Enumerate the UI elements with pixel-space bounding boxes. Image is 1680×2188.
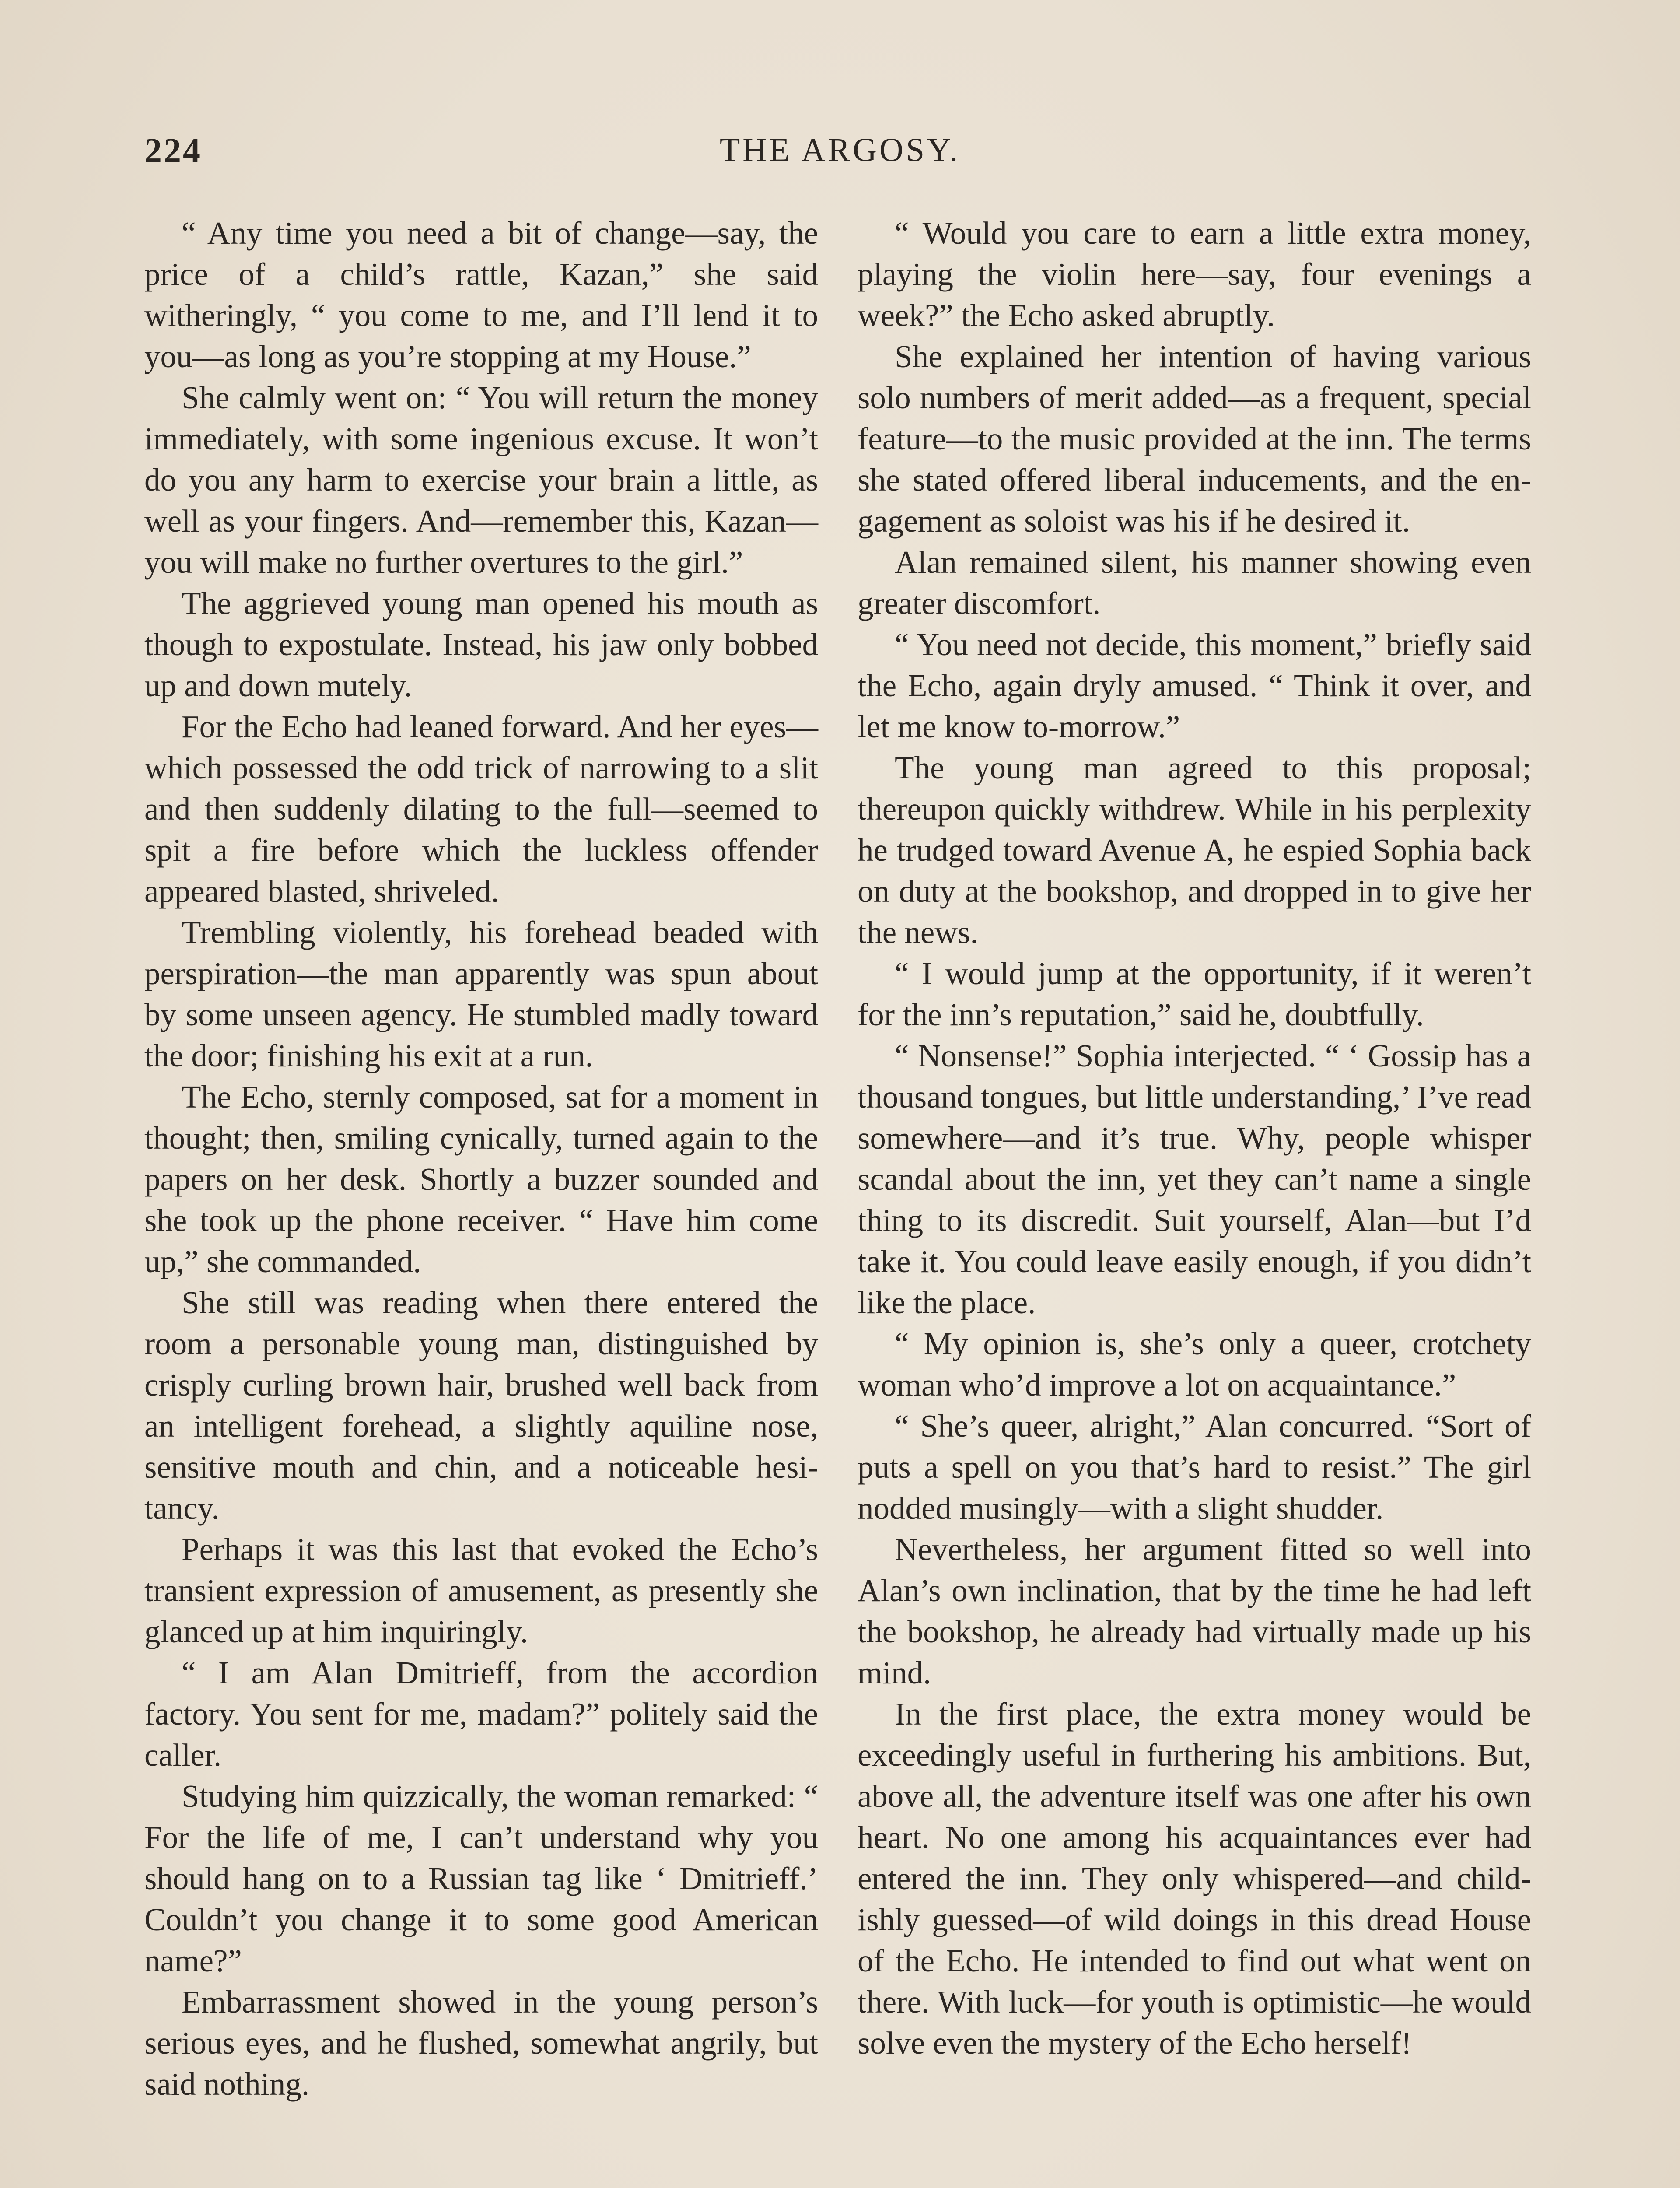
paragraph: The aggrieved young man opened his mouth as though to expostulate. Instead, his jaw only bobbed up and down mutely. bbox=[144, 586, 818, 703]
paragraph: Studying him quizzically, the woman remarked: “ For the life of me, I can’t understand why you should hang on to a Russian tag like ‘ Dmitrieff.’ Couldn’t you change it to some good American name?” bbox=[144, 1778, 818, 1978]
paragraph: She explained her intention of having various solo numbers of merit added—as a frequent, special feature—to the music provided at the inn. The terms she stated offered liberal inducements, and the engagement as soloist was his if he desired it. bbox=[858, 339, 1531, 539]
paragraph: Alan remained silent, his manner showing even greater discomfort. bbox=[858, 544, 1531, 621]
paragraph: In the first place, the extra money would be exceedingly useful in furthering his ambitions. But, above all, the adventure itself was one after his own heart. No one among his acquaintances ever had entered the inn. They only whispered—and childishly guessed—of wild doings in this dread House of the Echo. He intended to find out what went on there. With luck—for youth is optimistic—he would solve even the mystery of the Echo herself! bbox=[858, 1696, 1531, 2061]
paragraph: Nevertheless, her argument fitted so well into Alan’s own inclination, that by the time he had left the bookshop, he already had virtually made up his mind. bbox=[858, 1532, 1531, 1690]
right-column bbox=[858, 213, 1531, 2188]
paragraph: “ You need not decide, this moment,” briefly said the Echo, again dryly amused. “ Think it over, and let me know to-morrow.” bbox=[858, 627, 1531, 744]
paragraph: The Echo, sternly composed, sat for a moment in thought; then, smiling cynically, turned again to the papers on her desk. Shortly a buzzer sounded and she took up the phone receiver. “ Have him come up,” she commanded. bbox=[144, 1079, 818, 1279]
paragraph: “ I am Alan Dmitrieff, from the accordion factory. You sent for me, madam?” politely said the caller. bbox=[144, 1655, 818, 1773]
paragraph: Perhaps it was this last that evoked the Echo’s transient expression of amusement, as presently she glanced up at him inquiringly. bbox=[144, 1532, 818, 1649]
paragraph: “ My opinion is, she’s only a queer, crotchety woman who’d improve a lot on acquaintance.” bbox=[858, 1326, 1531, 1403]
paragraph: “ She’s queer, alright,” Alan concurred. “Sort of puts a spell on you that’s hard to resist.” The girl nodded musingly—with a slight shudder. bbox=[858, 1408, 1531, 1526]
paragraph: She calmly went on: “ You will return the money immediately, with some ingenious excuse. It won’t do you any harm to exercise your brain a little, as well as your fingers. And—remember this, Kazan—you will make no further overtures to the girl.” bbox=[144, 380, 818, 580]
paragraph: For the Echo had leaned forward. And her eyes—which possessed the odd trick of narrowing to a slit and then suddenly dilating to the full—seemed to spit a fire before which the luckless offender appeared blasted, shriveled. bbox=[144, 709, 818, 909]
paragraph: “ Any time you need a bit of change—say, the price of a child’s rattle, Kazan,” she said witheringly, “ you come to me, and I’ll lend it to you—as long as you’re stopping at my House.” bbox=[144, 215, 818, 374]
paragraph: She still was reading when there entered the room a personable young man, distinguished by crisply curling brown hair, brushed well back from an intelligent forehead, a slightly aquiline nose, sensitive mouth and chin, and a noticeable hesitancy. bbox=[144, 1285, 818, 1526]
left-column bbox=[144, 213, 818, 2188]
page-header bbox=[144, 131, 1536, 179]
paragraph: Trembling violently, his forehead beaded with perspiration—the man apparently was spun about by some unseen agency. He stumbled madly toward the door; finishing his exit at a run. bbox=[144, 915, 818, 1073]
paragraph: “ Nonsense!” Sophia interjected. “ ‘ Gossip has a thousand tongues, but little understanding,’ I’ve read somewhere—and it’s true. Why, people whisper scandal about the inn, yet they can’t name a single thing to its discredit. Suit yourself, Alan—but I’d take it. You could leave easily enough, if you didn’t like the place. bbox=[858, 1038, 1531, 1320]
running-title: THE ARGOSY. bbox=[719, 132, 961, 168]
page-number: 224 bbox=[144, 132, 202, 170]
paragraph: The young man agreed to this proposal; thereupon quickly withdrew. While in his perplexity he trudged toward Avenue A, he espied Sophia back on duty at the bookshop, and dropped in to give her the news. bbox=[858, 750, 1531, 950]
paragraph: “ I would jump at the opportunity, if it weren’t for the inn’s reputation,” said he, doubtfully. bbox=[858, 956, 1531, 1032]
paragraph: “ Would you care to earn a little extra money, playing the violin here—say, four evenings a week?” the Echo asked abruptly. bbox=[858, 215, 1531, 333]
paragraph: Embarrassment showed in the young person’s serious eyes, and he flushed, somewhat angrily, but said nothing. bbox=[144, 1984, 818, 2102]
